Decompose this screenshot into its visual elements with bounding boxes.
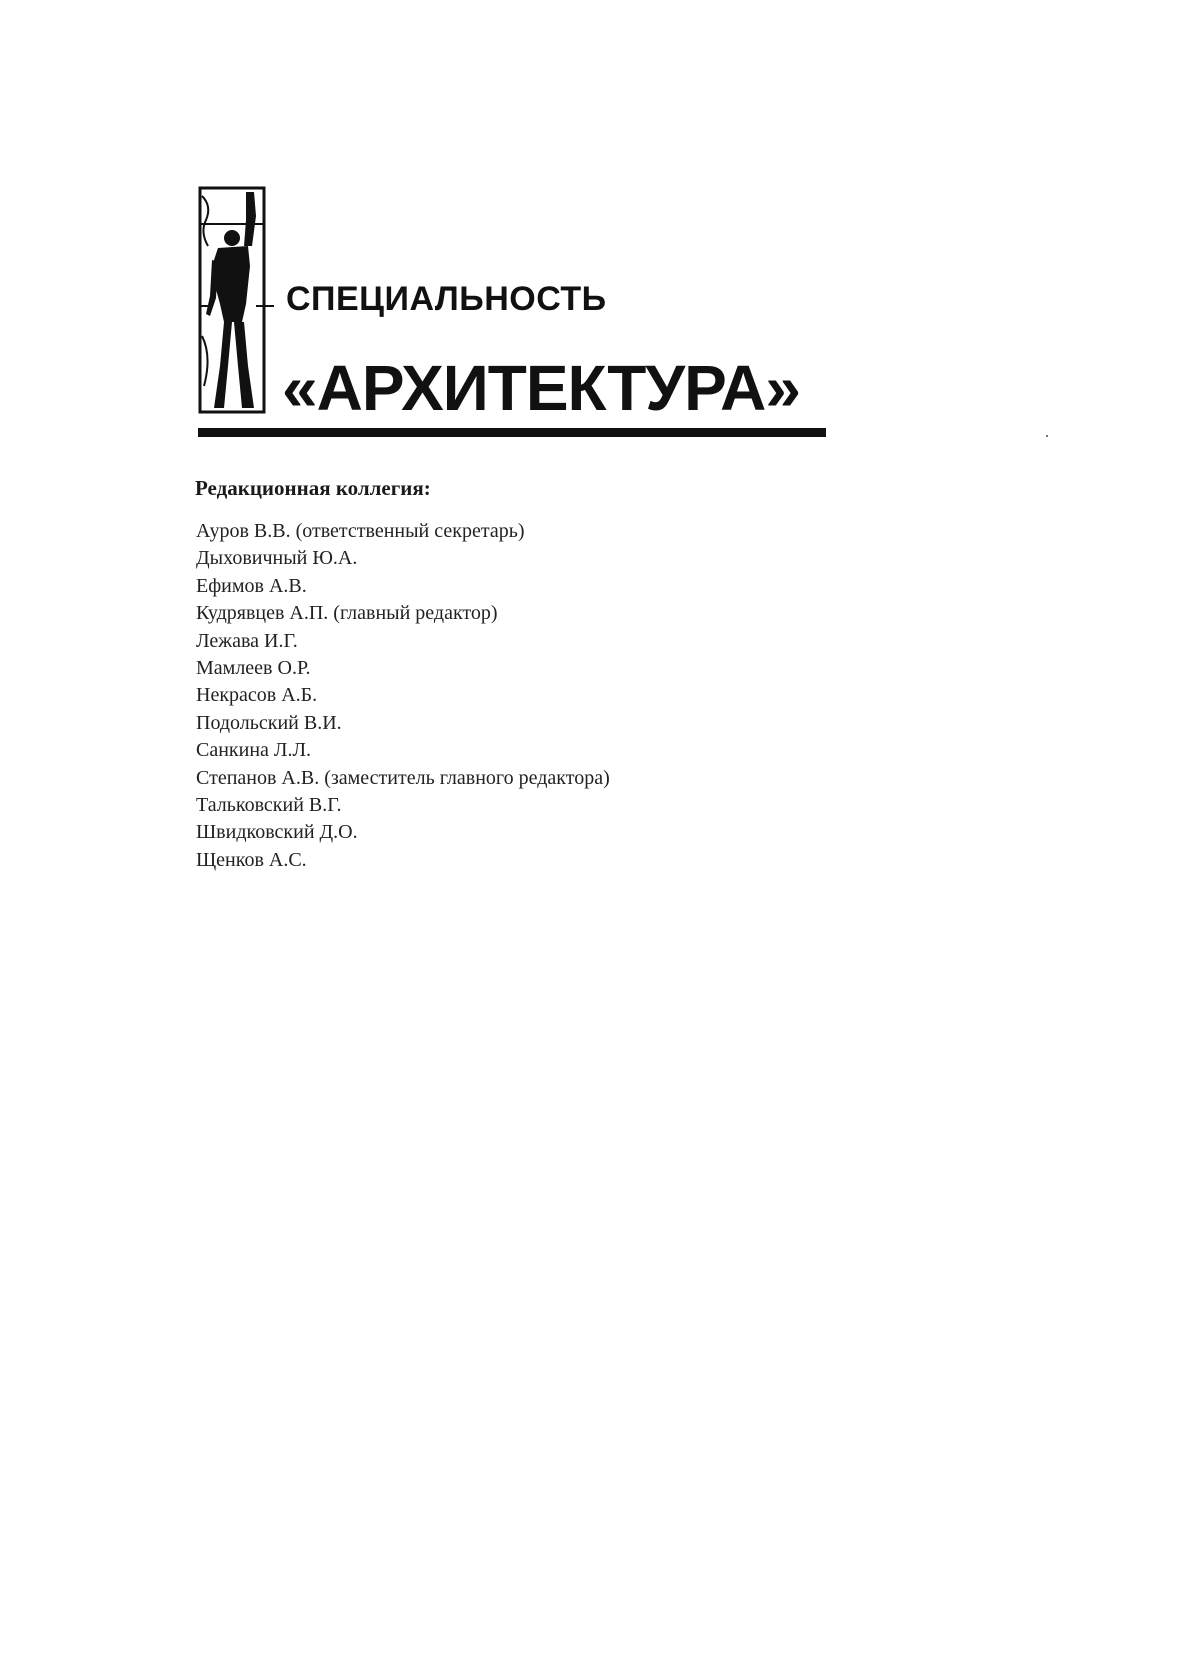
board-member: Ефимов А.В. (196, 574, 307, 597)
scan-speck (1046, 435, 1048, 437)
editorial-board-heading: Редакционная коллегия: (195, 476, 431, 500)
board-member: Ауров В.В. (ответственный секретарь) (196, 520, 525, 542)
board-member: Дыховичный Ю.А. (196, 547, 358, 570)
board-member: Швидковский Д.О. (196, 821, 358, 844)
editorial-board-list (196, 518, 610, 874)
board-member: Санкина Л.Л. (196, 739, 312, 762)
board-member: Щенков А.С. (196, 848, 307, 871)
board-member: Кудрявцев А.П. (главный редактор) (196, 602, 498, 625)
series-title-line2: «АРХИТЕКТУРА» (282, 352, 800, 424)
series-title-line1: СПЕЦИАЛЬНОСТЬ (286, 280, 607, 318)
title-rule (198, 428, 826, 437)
board-member: Подольский В.И. (196, 711, 342, 734)
board-member: Лежава И.Г. (196, 629, 298, 652)
board-member: Степанов А.В. (заместитель главного редактора) (196, 766, 610, 789)
board-member: Тальковский В.Г. (196, 793, 342, 816)
board-member: Мамлеев О.Р. (196, 656, 311, 679)
modulor-figure-icon (198, 186, 276, 416)
board-member: Некрасов А.Б. (196, 684, 318, 707)
